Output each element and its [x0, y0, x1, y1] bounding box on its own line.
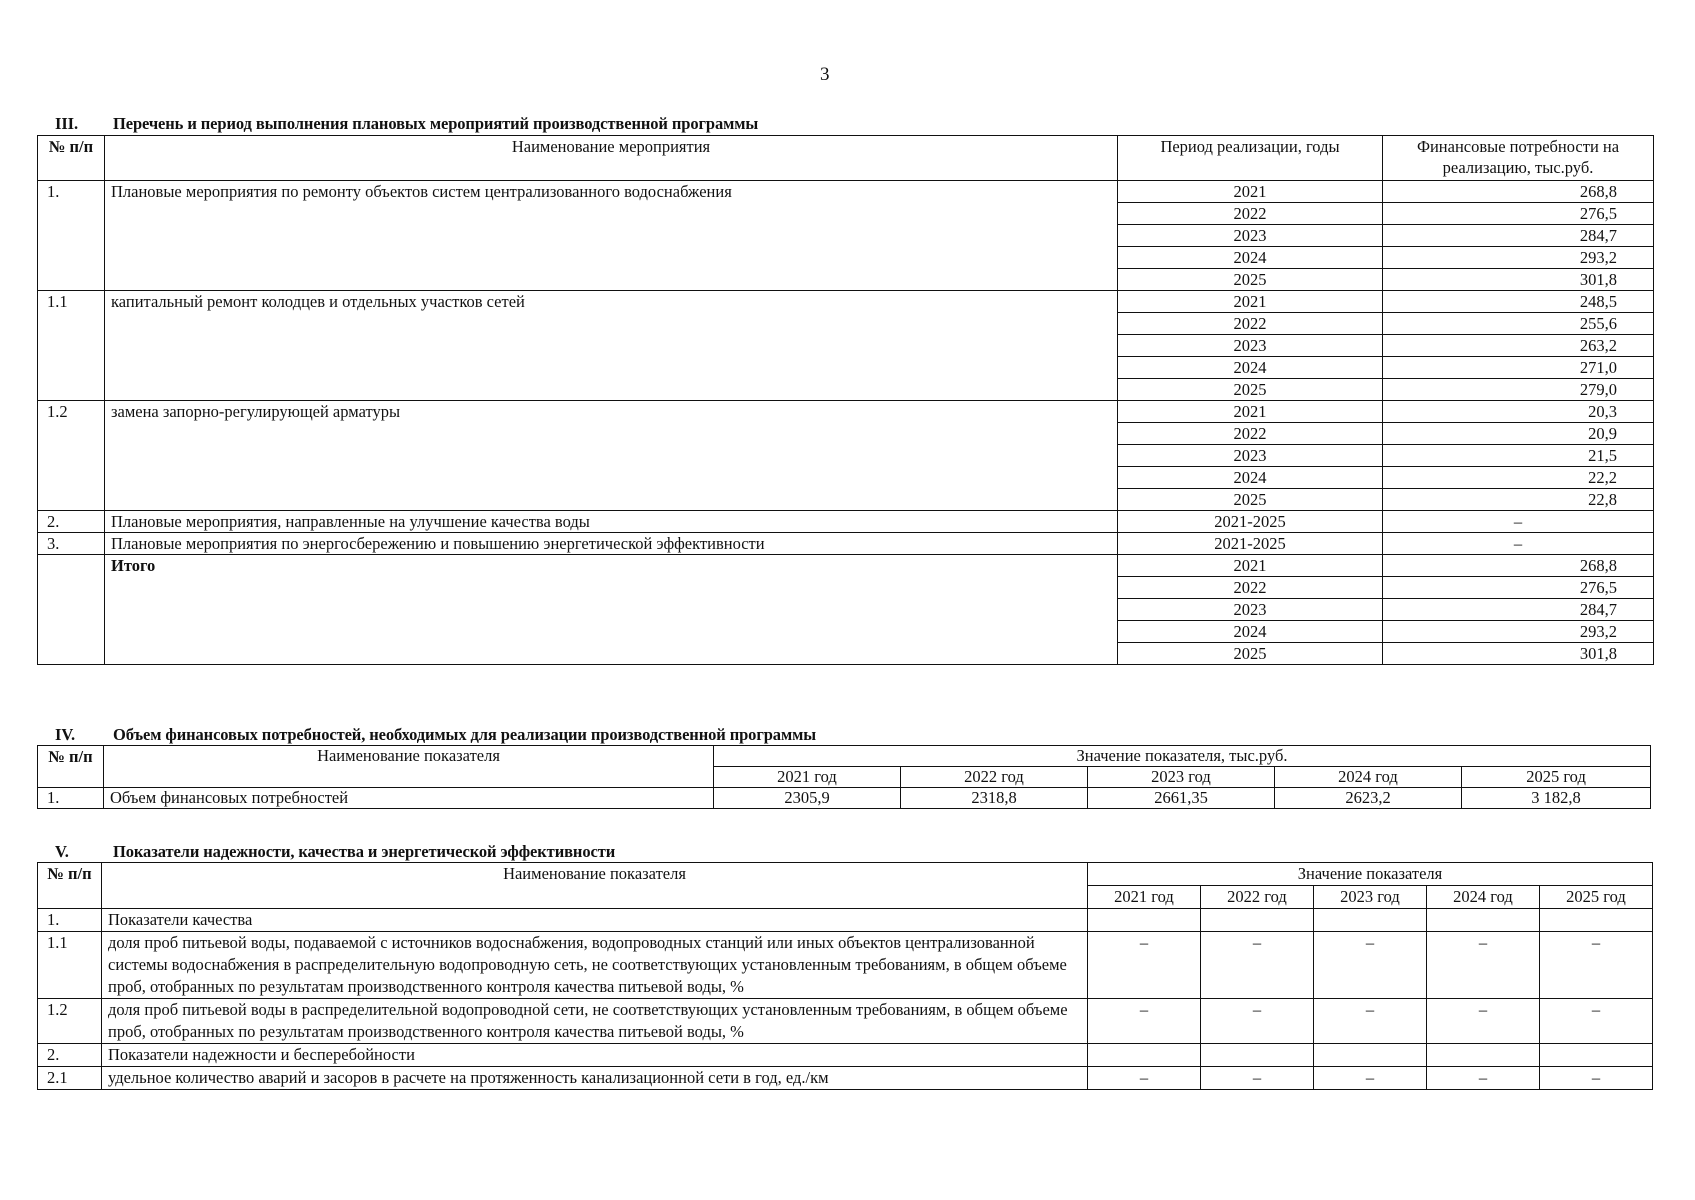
year-header: 2022 год	[1201, 886, 1314, 909]
section-3-title: Перечень и период выполнения плановых мероприятий производственной программы	[113, 114, 759, 133]
row-finance: 284,7	[1383, 599, 1654, 621]
row-finance: 293,2	[1383, 621, 1654, 643]
row-num	[38, 555, 105, 665]
row-period: 2025	[1118, 489, 1383, 511]
table-row	[38, 533, 1654, 555]
row-name: доля проб питьевой воды в распределительной водопроводной сети, не соответствующих установленным требованиям, в общем объеме проб, отобранных по результатам производственного контроля качества питьевой воды, %	[102, 999, 1088, 1044]
row-value	[1201, 909, 1314, 932]
year-header: 2024 год	[1275, 767, 1462, 788]
row-num: 3.	[38, 533, 105, 555]
row-period: 2023	[1118, 225, 1383, 247]
year-header: 2025 год	[1462, 767, 1651, 788]
row-period: 2022	[1118, 423, 1383, 445]
row-finance: 22,8	[1383, 489, 1654, 511]
section-4-table	[37, 745, 1651, 809]
row-period: 2022	[1118, 313, 1383, 335]
section-4-heading	[55, 725, 816, 745]
table-row	[38, 999, 1653, 1044]
row-finance: –	[1383, 511, 1654, 533]
row-name: Показатели надежности и бесперебойности	[102, 1044, 1088, 1067]
row-finance: 268,8	[1383, 555, 1654, 577]
row-value: –	[1314, 932, 1427, 999]
row-value: 2318,8	[901, 788, 1088, 809]
group-row	[38, 1044, 1653, 1067]
col-header-finance: Финансовые потребности на реализацию, тыс.руб.	[1383, 136, 1654, 181]
section-3-table	[37, 135, 1654, 665]
row-name: удельное количество аварий и засоров в расчете на протяженность канализационной сети в год, ед./км	[102, 1067, 1088, 1090]
col-header-name: Наименование показателя	[104, 746, 714, 788]
row-num: 2.	[38, 1044, 102, 1067]
row-period: 2021	[1118, 401, 1383, 423]
row-value: –	[1201, 932, 1314, 999]
row-finance: 255,6	[1383, 313, 1654, 335]
row-num: 1.	[38, 788, 104, 809]
row-finance: 20,9	[1383, 423, 1654, 445]
row-name: Объем финансовых потребностей	[104, 788, 714, 809]
row-period: 2021-2025	[1118, 533, 1383, 555]
row-num: 1.	[38, 181, 105, 291]
table-header-row	[38, 136, 1654, 181]
row-value: –	[1540, 1067, 1653, 1090]
row-finance: 263,2	[1383, 335, 1654, 357]
row-period: 2023	[1118, 599, 1383, 621]
row-value	[1427, 909, 1540, 932]
row-finance: 248,5	[1383, 291, 1654, 313]
col-header-num: № п/п	[38, 863, 102, 909]
row-value	[1427, 1044, 1540, 1067]
table-row	[38, 511, 1654, 533]
table-row	[38, 788, 1651, 809]
section-4-title: Объем финансовых потребностей, необходимых для реализации производственной программы	[113, 725, 817, 744]
year-header: 2021 год	[1088, 886, 1201, 909]
row-name: Показатели качества	[102, 909, 1088, 932]
row-value: –	[1314, 1067, 1427, 1090]
row-num: 1.1	[38, 932, 102, 999]
row-value	[1540, 909, 1653, 932]
col-header-name: Наименование мероприятия	[105, 136, 1118, 181]
row-value: 2623,2	[1275, 788, 1462, 809]
row-name: Плановые мероприятия, направленные на улучшение качества воды	[105, 511, 1118, 533]
row-value: –	[1314, 999, 1427, 1044]
col-header-num: № п/п	[38, 136, 105, 181]
section-3-heading	[55, 114, 758, 134]
row-finance: –	[1383, 533, 1654, 555]
row-num: 1.2	[38, 401, 105, 511]
row-value: –	[1540, 999, 1653, 1044]
row-value	[1314, 1044, 1427, 1067]
row-finance: 284,7	[1383, 225, 1654, 247]
row-value: 3 182,8	[1462, 788, 1651, 809]
table-row	[38, 401, 1654, 423]
row-finance: 21,5	[1383, 445, 1654, 467]
row-period: 2024	[1118, 357, 1383, 379]
row-value	[1201, 1044, 1314, 1067]
page-number: 3	[820, 64, 830, 85]
col-header-value: Значение показателя, тыс.руб.	[714, 746, 1651, 767]
row-finance: 271,0	[1383, 357, 1654, 379]
row-num: 2.	[38, 511, 105, 533]
table-row	[38, 181, 1654, 203]
table-row	[38, 291, 1654, 313]
year-header: 2023 год	[1314, 886, 1427, 909]
row-value: –	[1201, 999, 1314, 1044]
row-num: 1.	[38, 909, 102, 932]
year-header: 2021 год	[714, 767, 901, 788]
table-header-row	[38, 746, 1651, 767]
col-header-num: № п/п	[38, 746, 104, 788]
row-period: 2025	[1118, 643, 1383, 665]
col-header-name: Наименование показателя	[102, 863, 1088, 909]
row-value: –	[1088, 999, 1201, 1044]
year-header: 2025 год	[1540, 886, 1653, 909]
row-value: –	[1088, 932, 1201, 999]
col-header-value: Значение показателя	[1088, 863, 1653, 886]
row-period: 2024	[1118, 621, 1383, 643]
section-4-roman: IV.	[55, 725, 76, 744]
row-period: 2021	[1118, 181, 1383, 203]
row-finance: 279,0	[1383, 379, 1654, 401]
row-period: 2025	[1118, 269, 1383, 291]
row-value: –	[1201, 1067, 1314, 1090]
row-value: –	[1540, 932, 1653, 999]
table-row	[38, 932, 1653, 999]
row-period: 2022	[1118, 203, 1383, 225]
row-value	[1314, 909, 1427, 932]
row-finance: 276,5	[1383, 203, 1654, 225]
row-num: 2.1	[38, 1067, 102, 1090]
year-header: 2022 год	[901, 767, 1088, 788]
row-period: 2024	[1118, 247, 1383, 269]
row-period: 2025	[1118, 379, 1383, 401]
section-3-roman: III.	[55, 114, 78, 133]
section-5-title: Показатели надежности, качества и энергетической эффективности	[113, 842, 616, 861]
total-row	[38, 555, 1654, 577]
section-5-roman: V.	[55, 842, 69, 861]
row-finance: 301,8	[1383, 643, 1654, 665]
row-finance: 22,2	[1383, 467, 1654, 489]
row-num: 1.1	[38, 291, 105, 401]
row-period: 2021-2025	[1118, 511, 1383, 533]
row-value	[1088, 1044, 1201, 1067]
row-finance: 268,8	[1383, 181, 1654, 203]
row-value: –	[1427, 999, 1540, 1044]
row-num: 1.2	[38, 999, 102, 1044]
row-name: замена запорно-регулирующей арматуры	[105, 401, 1118, 511]
row-value: –	[1088, 1067, 1201, 1090]
row-value	[1540, 1044, 1653, 1067]
table-row	[38, 1067, 1653, 1090]
row-period: 2021	[1118, 291, 1383, 313]
row-value: 2661,35	[1088, 788, 1275, 809]
row-finance: 276,5	[1383, 577, 1654, 599]
row-name: Плановые мероприятия по ремонту объектов систем централизованного водоснабжения	[105, 181, 1118, 291]
col-header-period: Период реализации, годы	[1118, 136, 1383, 181]
row-period: 2023	[1118, 335, 1383, 357]
row-value: –	[1427, 932, 1540, 999]
row-period: 2022	[1118, 577, 1383, 599]
row-period: 2024	[1118, 467, 1383, 489]
table-header-row	[38, 863, 1653, 886]
year-header: 2024 год	[1427, 886, 1540, 909]
row-finance: 293,2	[1383, 247, 1654, 269]
row-value: –	[1427, 1067, 1540, 1090]
row-value: 2305,9	[714, 788, 901, 809]
year-header: 2023 год	[1088, 767, 1275, 788]
total-label: Итого	[105, 555, 1118, 665]
group-row	[38, 909, 1653, 932]
row-period: 2021	[1118, 555, 1383, 577]
section-5-heading	[55, 842, 615, 862]
row-finance: 20,3	[1383, 401, 1654, 423]
section-5-table	[37, 862, 1653, 1090]
row-name: капитальный ремонт колодцев и отдельных участков сетей	[105, 291, 1118, 401]
row-value	[1088, 909, 1201, 932]
row-name: Плановые мероприятия по энергосбережению и повышению энергетической эффективности	[105, 533, 1118, 555]
row-period: 2023	[1118, 445, 1383, 467]
row-name: доля проб питьевой воды, подаваемой с источников водоснабжения, водопроводных станций или иных объектов централизованной системы водоснабжения в распределительную водопроводную сеть, не соответствующих установленным требованиям, в общем объеме проб, отобранных по результатам производственного контроля качества питьевой воды, %	[102, 932, 1088, 999]
row-finance: 301,8	[1383, 269, 1654, 291]
